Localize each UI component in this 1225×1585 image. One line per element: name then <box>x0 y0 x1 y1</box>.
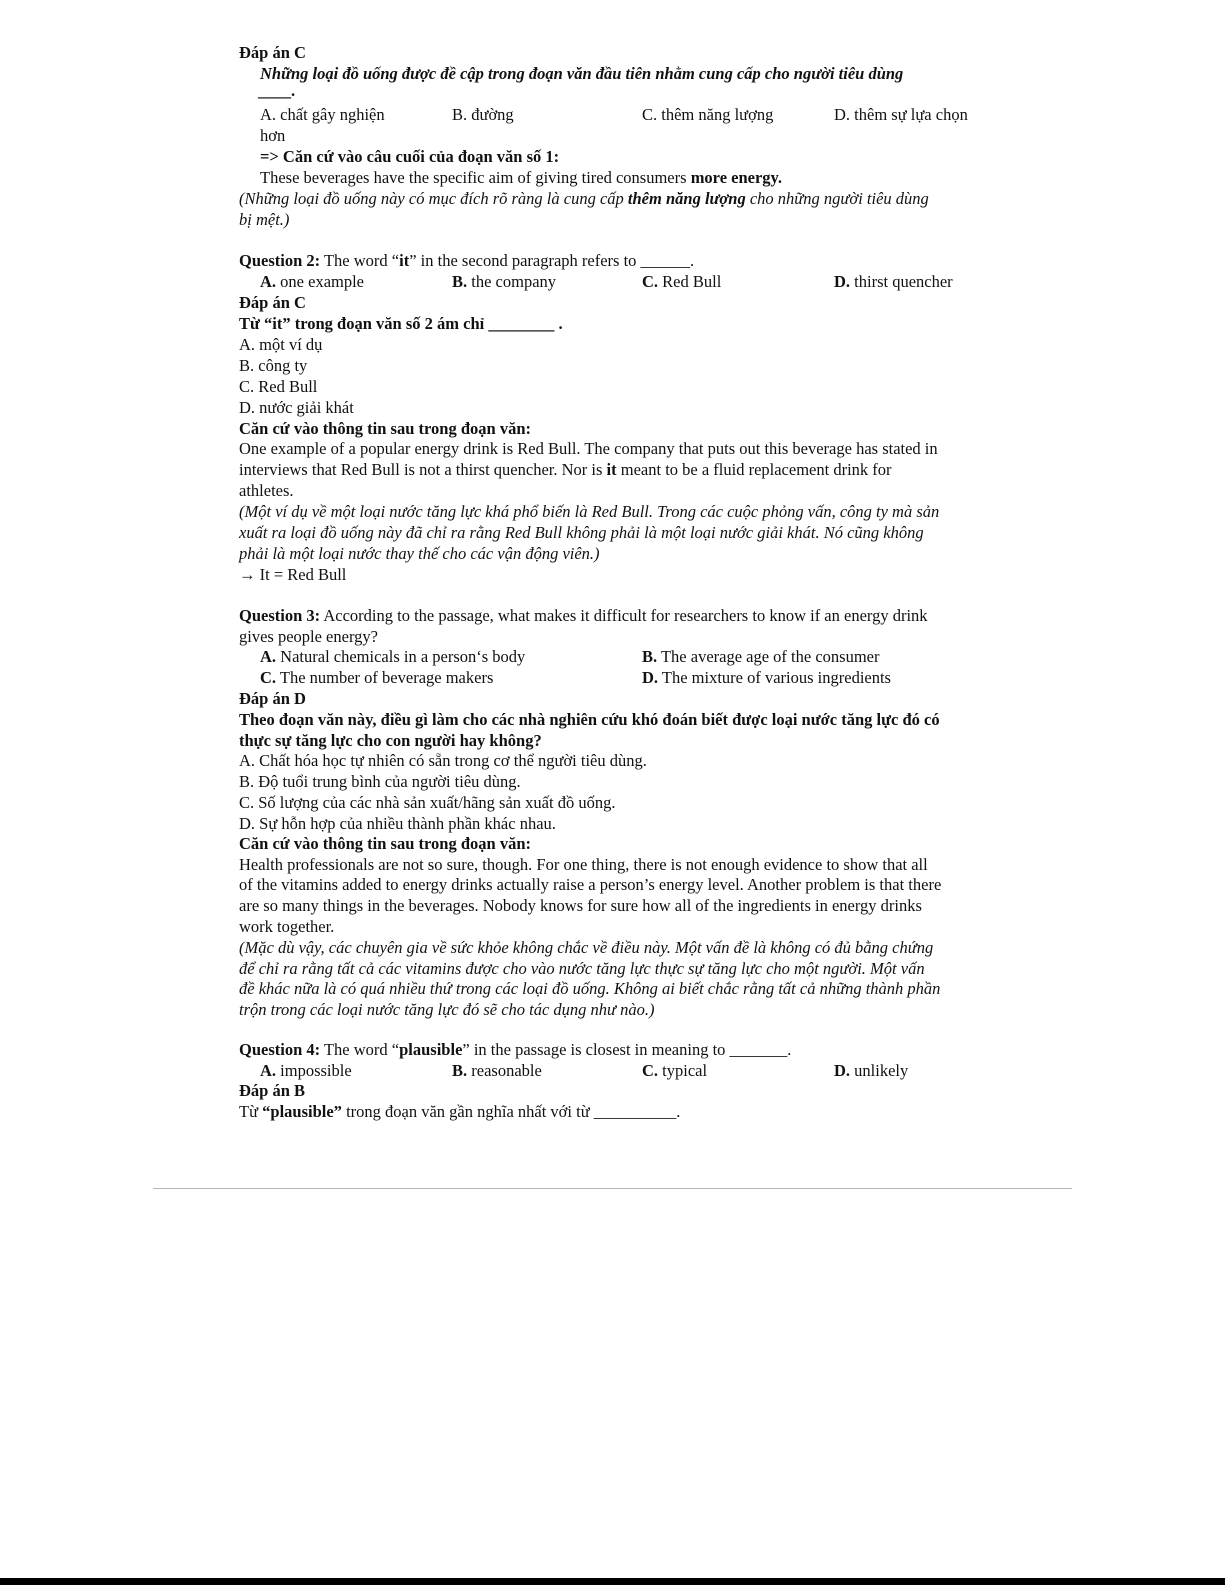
passage-text: meant to be a fluid replacement drink for <box>616 460 892 479</box>
option-c <box>642 1060 707 1081</box>
basis-heading: Căn cứ vào thông tin sau trong đoạn văn: <box>239 419 531 438</box>
option-c: C. thêm năng lượng <box>642 105 774 124</box>
option-letter: A. <box>260 1061 277 1080</box>
translation-bold: thêm năng lượng <box>627 189 746 208</box>
answer-blank: ____. <box>258 81 296 100</box>
basis-heading: Căn cứ vào thông tin sau trong đoạn văn: <box>239 834 531 853</box>
option-text: impossible <box>276 1061 352 1080</box>
option-letter: D. <box>642 668 659 687</box>
option-text: the company <box>467 272 557 291</box>
vi-question-keyword: “plausible” <box>262 1102 342 1121</box>
vi-option-a: A. Chất hóa học tự nhiên có sẵn trong cơ thể người tiêu dùng. <box>239 751 647 770</box>
answer-key: Đáp án B <box>239 1081 306 1100</box>
page-bottom-edge <box>0 1578 1225 1585</box>
basis-heading: => Căn cứ vào câu cuối của đoạn văn số 1: <box>260 147 560 166</box>
question-keyword: plausible <box>399 1040 463 1059</box>
option-text: Red Bull <box>658 272 722 291</box>
vi-question: Những loại đồ uống được đề cập trong đoạn văn đầu tiên nhằm cung cấp cho người tiêu dùng <box>260 64 904 83</box>
question-text: ” in the passage is closest in meaning to _______. <box>462 1040 792 1059</box>
option-text: reasonable <box>467 1061 542 1080</box>
option-a <box>260 1060 352 1081</box>
option-a: A. chất gây nghiện <box>260 105 385 124</box>
option-letter: C. <box>642 1061 659 1080</box>
vi-question: Từ “it” trong đoạn văn số 2 ám chỉ ________ . <box>239 314 563 333</box>
option-letter: A. <box>260 272 277 291</box>
option-b <box>452 1060 542 1081</box>
option-d: D. thêm sự lựa chọn <box>834 105 968 124</box>
option-letter: B. <box>452 1061 468 1080</box>
question-text: According to the passage, what makes it difficult for researchers to know if an energy drink <box>320 606 928 625</box>
translation-line: trộn trong các loại nước tăng lực đó sẽ cho tác dụng như nào.) <box>239 1000 655 1019</box>
vi-question-text: trong đoạn văn gần nghĩa nhất với từ __________. <box>341 1102 681 1121</box>
question-keyword: it <box>399 251 410 270</box>
option-a <box>260 271 364 292</box>
option-text: thirst quencher <box>850 272 953 291</box>
translation-line: đề khác nữa là có quá nhiều thứ trong các loại đồ uống. Không ai biết chắc rằng tất cả những thành phần <box>239 979 941 998</box>
option-b: B. đường <box>452 105 514 124</box>
question-label: Question 4: <box>239 1040 321 1059</box>
option-c <box>260 667 493 688</box>
vi-option-b: B. Độ tuổi trung bình của người tiêu dùng. <box>239 772 521 791</box>
option-b <box>642 646 879 667</box>
vi-option-c: C. Red Bull <box>239 377 318 396</box>
vi-question: Theo đoạn văn này, điều gì làm cho các nhà nghiên cứu khó đoán biết được loại nước tăng lực đó có <box>239 710 940 729</box>
option-letter: D. <box>834 1061 851 1080</box>
question-text: ” in the second paragraph refers to ______. <box>409 251 695 270</box>
question-2 <box>239 250 694 271</box>
conclusion: → It = Red Bull <box>239 565 347 584</box>
vi-option-d: D. nước giải khát <box>239 398 354 417</box>
passage-keyword: it <box>606 460 617 479</box>
question-text: The word “ <box>320 251 400 270</box>
quote-line <box>260 167 782 188</box>
passage-line: are so many things in the beverages. Nobody knows for sure how all of the ingredients in energy drinks <box>239 896 922 915</box>
question-label: Question 3: <box>239 606 321 625</box>
translation-line: xuất ra loại đồ uống này đã chỉ ra rằng Red Bull không phải là một loại nước giải khát. Nó cũng không <box>239 523 924 542</box>
vi-option-c: C. Số lượng của các nhà sản xuất/hãng sản xuất đồ uống. <box>239 793 616 812</box>
vi-question <box>239 1101 680 1122</box>
vi-question: thực sự tăng lực cho con người hay không? <box>239 731 542 750</box>
option-letter: A. <box>260 647 277 666</box>
quote-bold: more energy. <box>690 168 783 187</box>
translation-line: phải là một loại nước thay thế cho các vận động viên.) <box>239 544 600 563</box>
question-label: Question 2: <box>239 251 321 270</box>
vi-option-d: D. Sự hỗn hợp của nhiều thành phần khác nhau. <box>239 814 556 833</box>
option-letter: C. <box>260 668 277 687</box>
translation-line: để chỉ ra rằng tất cả các vitamins được cho vào nước tăng lực thực sự tăng lực cho một người. Một vấn <box>239 959 925 978</box>
option-d <box>834 271 953 292</box>
option-text: The mixture of various ingredients <box>658 668 891 687</box>
vi-option-b: B. công ty <box>239 356 308 375</box>
option-letter: D. <box>834 272 851 291</box>
question-4 <box>239 1039 791 1060</box>
option-text: The average age of the consumer <box>657 647 880 666</box>
option-continuation: hơn <box>260 126 286 145</box>
option-d <box>642 667 891 688</box>
option-letter: C. <box>642 272 659 291</box>
option-letter: B. <box>452 272 468 291</box>
translation-line: (Một ví dụ về một loại nước tăng lực khá phổ biến là Red Bull. Trong các cuộc phỏng vấn, công ty mà sản <box>239 502 940 521</box>
option-a <box>260 646 525 667</box>
option-d <box>834 1060 908 1081</box>
passage-line: work together. <box>239 917 335 936</box>
option-text: Natural chemicals in a person‘s body <box>276 647 526 666</box>
option-text: one example <box>276 272 365 291</box>
answer-key: Đáp án C <box>239 293 306 312</box>
translation-text: cho những người tiêu dùng <box>745 189 929 208</box>
passage-line <box>239 459 892 480</box>
page-divider <box>153 1188 1072 1189</box>
passage-text: interviews that Red Bull is not a thirst quencher. Nor is <box>239 460 607 479</box>
translation-line: bị mệt.) <box>239 210 290 229</box>
quote-text: These beverages have the specific aim of giving tired consumers <box>260 168 691 187</box>
passage-line: of the vitamins added to energy drinks actually raise a person’s energy level. Another problem is that there <box>239 875 942 894</box>
translation-line <box>239 188 929 209</box>
vi-option-a: A. một ví dụ <box>239 335 323 354</box>
option-c <box>642 271 721 292</box>
vi-question-text: Từ <box>239 1102 263 1121</box>
translation-text: (Những loại đồ uống này có mục đích rõ ràng là cung cấp <box>239 189 628 208</box>
question-3 <box>239 605 928 626</box>
passage-line: athletes. <box>239 481 294 500</box>
answer-key: Đáp án C <box>239 43 306 62</box>
option-b <box>452 271 556 292</box>
answer-key: Đáp án D <box>239 689 306 708</box>
option-text: The number of beverage makers <box>276 668 494 687</box>
question-text-line: gives people energy? <box>239 627 378 646</box>
passage-line: Health professionals are not so sure, though. For one thing, there is not enough evidence to show that all <box>239 855 928 874</box>
option-letter: B. <box>642 647 658 666</box>
question-text: The word “ <box>320 1040 400 1059</box>
passage-line: One example of a popular energy drink is Red Bull. The company that puts out this beverage has stated in <box>239 439 938 458</box>
translation-line: (Mặc dù vậy, các chuyên gia về sức khỏe không chắc về điều này. Một vấn đề là không có đủ bằng chứng <box>239 938 934 957</box>
option-text: unlikely <box>850 1061 909 1080</box>
option-text: typical <box>658 1061 708 1080</box>
